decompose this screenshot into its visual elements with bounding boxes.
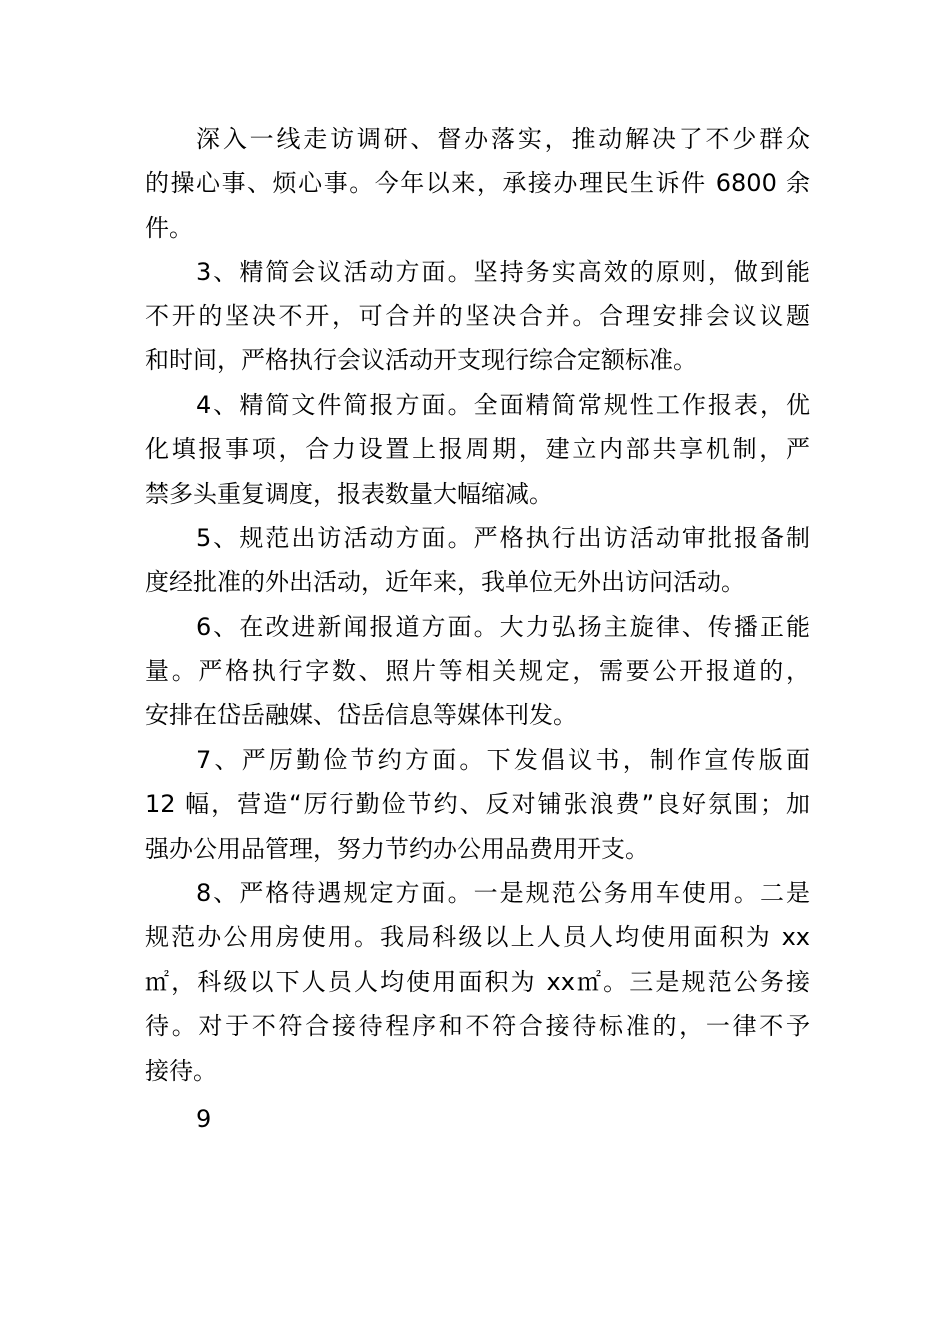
paragraph-line: 8、严格待遇规定方面。一是规范公务用车使用。二是: [196, 879, 810, 907]
paragraph-line: 禁多头重复调度，报表数量大幅缩减。: [145, 480, 553, 508]
paragraph-line: 和时间，严格执行会议活动开支现行综合定额标准。: [145, 346, 697, 374]
paragraph-line: ㎡，科级以下人员人均使用面积为 xx㎡。三是规范公务接: [145, 968, 810, 996]
paragraph-line: 3、精简会议活动方面。坚持务实高效的原则，做到能: [196, 258, 810, 286]
paragraph-line: 7、严厉勤俭节约方面。下发倡议书，制作宣传版面: [196, 746, 810, 774]
paragraph-line: 化填报事项，合力设置上报周期，建立内部共享机制，严: [145, 435, 810, 463]
paragraph-line: 深入一线走访调研、督办落实，推动解决了不少群众: [196, 125, 810, 153]
paragraph-line: 6、在改进新闻报道方面。大力弘扬主旋律、传播正能: [196, 613, 810, 641]
paragraph-line: 5、规范出访活动方面。严格执行出访活动审批报备制: [196, 524, 810, 552]
paragraph-line: 强办公用品管理，努力节约办公用品费用开支。: [145, 835, 649, 863]
paragraph-line: 9: [196, 1105, 212, 1133]
paragraph-line: 4、精简文件简报方面。全面精简常规性工作报表，优: [196, 391, 810, 419]
paragraph-line: 安排在岱岳融媒、岱岳信息等媒体刊发。: [145, 701, 577, 729]
paragraph-line: 待。对于不符合接待程序和不符合接待标准的，一律不予: [145, 1012, 810, 1040]
paragraph-line: 的操心事、烦心事。今年以来，承接办理民生诉件 6800 余: [145, 169, 810, 197]
paragraph-line: 件。: [145, 214, 193, 242]
paragraph-line: 量。严格执行字数、照片等相关规定，需要公开报道的，: [145, 657, 810, 685]
paragraph-line: 规范办公用房使用。我局科级以上人员人均使用面积为 xx: [145, 923, 810, 951]
paragraph-line: 不开的坚决不开，可合并的坚决合并。合理安排会议议题: [145, 302, 810, 330]
paragraph-line: 度经批准的外出活动，近年来，我单位无外出访问活动。: [145, 568, 745, 596]
paragraph-line: 12 幅，营造“厉行勤俭节约、反对铺张浪费”良好氛围；加: [145, 790, 810, 818]
paragraph-line: 接待。: [145, 1057, 217, 1085]
